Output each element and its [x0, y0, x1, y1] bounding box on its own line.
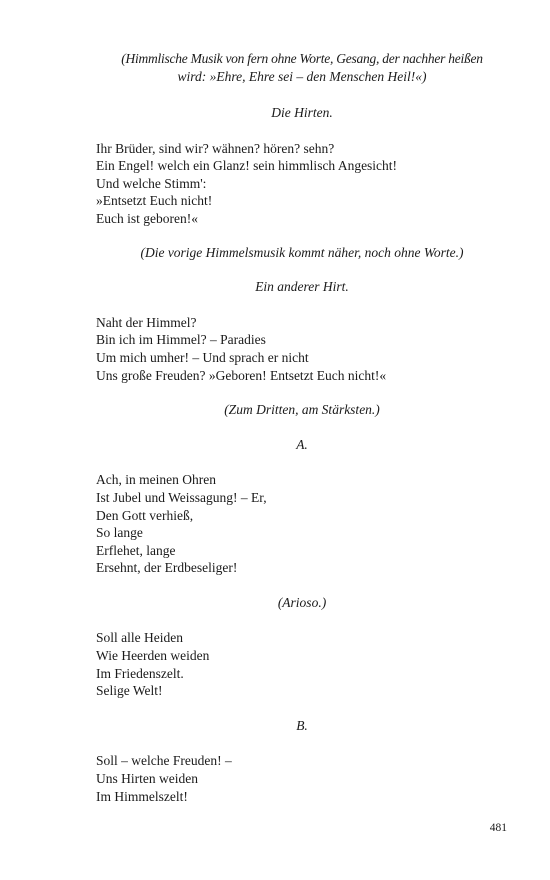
verse-line: Im Friedenszelt.: [96, 665, 184, 681]
verse-line: Bin ich im Himmel? – Paradies: [96, 332, 266, 348]
verse-line: So lange: [96, 525, 143, 541]
verse-line: Ist Jubel und Weissagung! – Er,: [96, 489, 267, 505]
verse-line: Ihr Brüder, sind wir? wähnen? hören? sehn?: [96, 140, 335, 156]
verse-line: Soll – welche Freuden! –: [96, 753, 232, 769]
verse-block: [96, 140, 508, 228]
verse-line: Soll alle Heiden: [96, 630, 183, 646]
verse-block: [96, 752, 508, 805]
verse-line: Ach, in meinen Ohren: [96, 472, 216, 488]
stage-direction-opening: [96, 50, 508, 86]
speaker-heading: A.: [296, 436, 308, 452]
verse-line: Den Gott verhieß,: [96, 507, 194, 523]
speaker-heading: Die Hirten.: [271, 105, 333, 120]
speaker-heading: Ein anderer Hirt.: [255, 279, 349, 295]
stage-direction-line: (Himmlische Musik von fern ohne Worte, Gesang, der nachher heißen: [121, 51, 483, 66]
page-number: 481: [489, 822, 507, 834]
verse-line: Um mich umher! – Und sprach er nicht: [96, 349, 309, 365]
page-text: [96, 50, 508, 805]
verse-line: Uns große Freuden? »Geboren! Entsetzt Euch nicht!«: [96, 367, 387, 383]
stage-direction-line: wird: »Ehre, Ehre sei – den Menschen Heil!«): [177, 69, 427, 84]
verse-block: [96, 471, 508, 577]
stage-direction: (Arioso.): [277, 594, 327, 610]
stage-direction: (Zum Dritten, am Stärksten.): [224, 402, 380, 418]
verse-line: Ersehnt, der Erdbeseliger!: [96, 560, 238, 576]
verse-line: Euch ist geboren!«: [96, 210, 198, 226]
verse-line: Im Himmelszelt!: [96, 788, 188, 804]
verse-line: Uns Hirten weiden: [96, 771, 198, 787]
verse-line: Wie Heerden weiden: [96, 648, 210, 664]
stage-direction: (Die vorige Himmelsmusik kommt näher, noch ohne Worte.): [140, 244, 464, 260]
verse-line: Erflehet, lange: [96, 542, 176, 558]
verse-line: Naht der Himmel?: [96, 314, 197, 330]
verse-block: [96, 629, 508, 699]
verse-block: [96, 314, 508, 384]
verse-line: »Entsetzt Euch nicht!: [96, 193, 213, 209]
speaker-heading: B.: [296, 717, 308, 733]
verse-line: Ein Engel! welch ein Glanz! sein himmlisch Angesicht!: [96, 158, 398, 174]
verse-line: Und welche Stimm':: [96, 175, 207, 191]
verse-line: Selige Welt!: [96, 683, 163, 699]
